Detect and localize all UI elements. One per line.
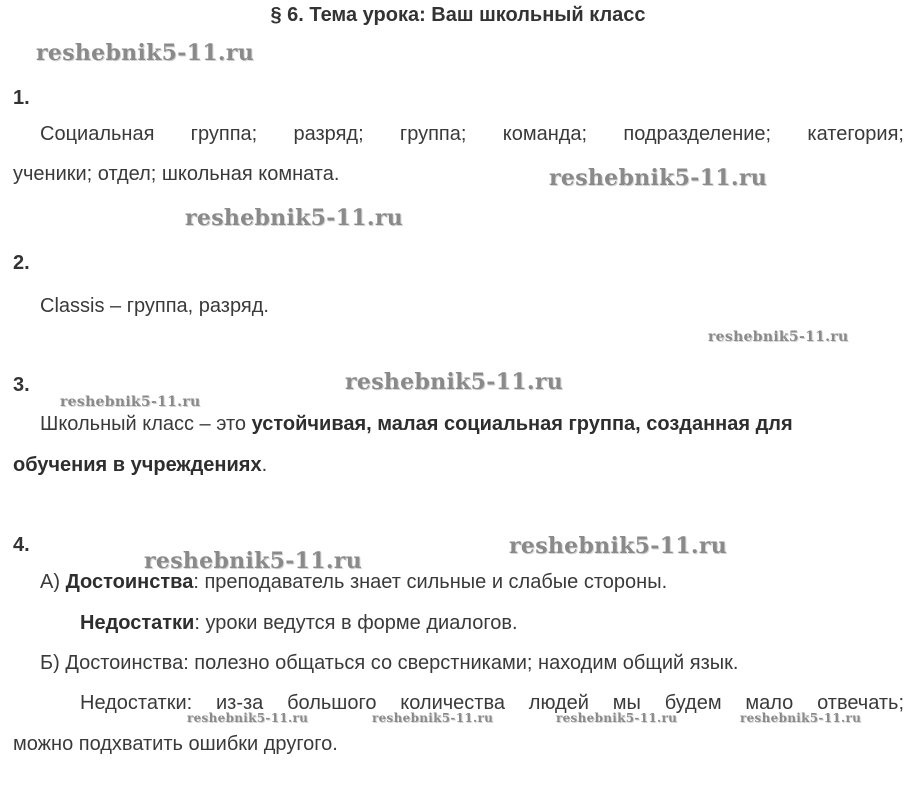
answer-word: команда; — [502, 123, 588, 145]
answer-word: категория; — [807, 123, 904, 145]
answer-bold-text: Достоинства — [65, 571, 194, 593]
watermark: reshebnik5-11.ru — [187, 711, 309, 725]
watermark: reshebnik5-11.ru — [509, 533, 728, 559]
answer-word: разряд; — [293, 123, 364, 145]
answer-bold-text: обучения в учреждениях — [13, 454, 262, 476]
question-number-4: 4. — [13, 534, 30, 556]
watermark: reshebnik5-11.ru — [708, 329, 849, 345]
page-title: § 6. Тема урока: Ваш школьный класс — [270, 4, 646, 26]
answer-3-line-2 — [13, 454, 267, 477]
answer-word: мало — [745, 692, 794, 714]
answer-word: группа; — [190, 123, 258, 145]
question-number-3: 3. — [13, 374, 30, 396]
watermark: reshebnik5-11.ru — [372, 711, 494, 725]
watermark: reshebnik5-11.ru — [549, 165, 768, 191]
question-number-2: 2. — [13, 252, 30, 274]
watermark: reshebnik5-11.ru — [556, 711, 678, 725]
answer-bold-text: Недостатки — [80, 612, 195, 634]
watermark: reshebnik5-11.ru — [185, 205, 404, 231]
answer-word: отвечать; — [817, 692, 905, 714]
question-number-1: 1. — [13, 87, 30, 109]
answer-2-text: Classis – группа, разряд. — [40, 295, 269, 317]
answer-4a-pros — [40, 571, 667, 594]
answer-4b-cons-line-1 — [80, 692, 904, 715]
watermark: reshebnik5-11.ru — [740, 711, 862, 725]
watermark: reshebnik5-11.ru — [345, 369, 564, 395]
answer-3-line-1 — [40, 413, 793, 436]
answer-bold-text: устойчивая, малая социальная группа, созданная для — [251, 413, 793, 435]
answer-word: подразделение; — [623, 123, 772, 145]
answer-word: мы — [612, 692, 641, 714]
answer-1-line-2: ученики; отдел; школьная комната. — [13, 163, 340, 185]
answer-word: большого — [287, 692, 377, 714]
answer-text: : уроки ведутся в форме диалогов. — [194, 612, 518, 634]
answer-text: Школьный класс – это — [40, 413, 252, 435]
answer-word: Недостатки: — [80, 692, 193, 714]
answer-4a-cons — [80, 612, 518, 635]
answer-word: будем — [664, 692, 722, 714]
answer-word: из-за — [215, 692, 264, 714]
answer-4b-cons-line-2: можно подхватить ошибки другого. — [13, 733, 338, 755]
answer-word: людей — [528, 692, 589, 714]
watermark: reshebnik5-11.ru — [144, 548, 363, 574]
watermark: reshebnik5-11.ru — [36, 40, 255, 66]
answer-word: количества — [400, 692, 505, 714]
answer-4b-pros: Б) Достоинства: полезно общаться со сверстниками; находим общий язык. — [40, 652, 739, 674]
watermark: reshebnik5-11.ru — [60, 394, 201, 410]
answer-1-line-1 — [40, 123, 904, 146]
answer-text: : преподаватель знает сильные и слабые стороны. — [193, 571, 668, 593]
answer-text: . — [261, 454, 268, 476]
answer-text: А) — [40, 571, 66, 593]
answer-word: Социальная — [40, 123, 155, 145]
answer-word: группа; — [399, 123, 467, 145]
